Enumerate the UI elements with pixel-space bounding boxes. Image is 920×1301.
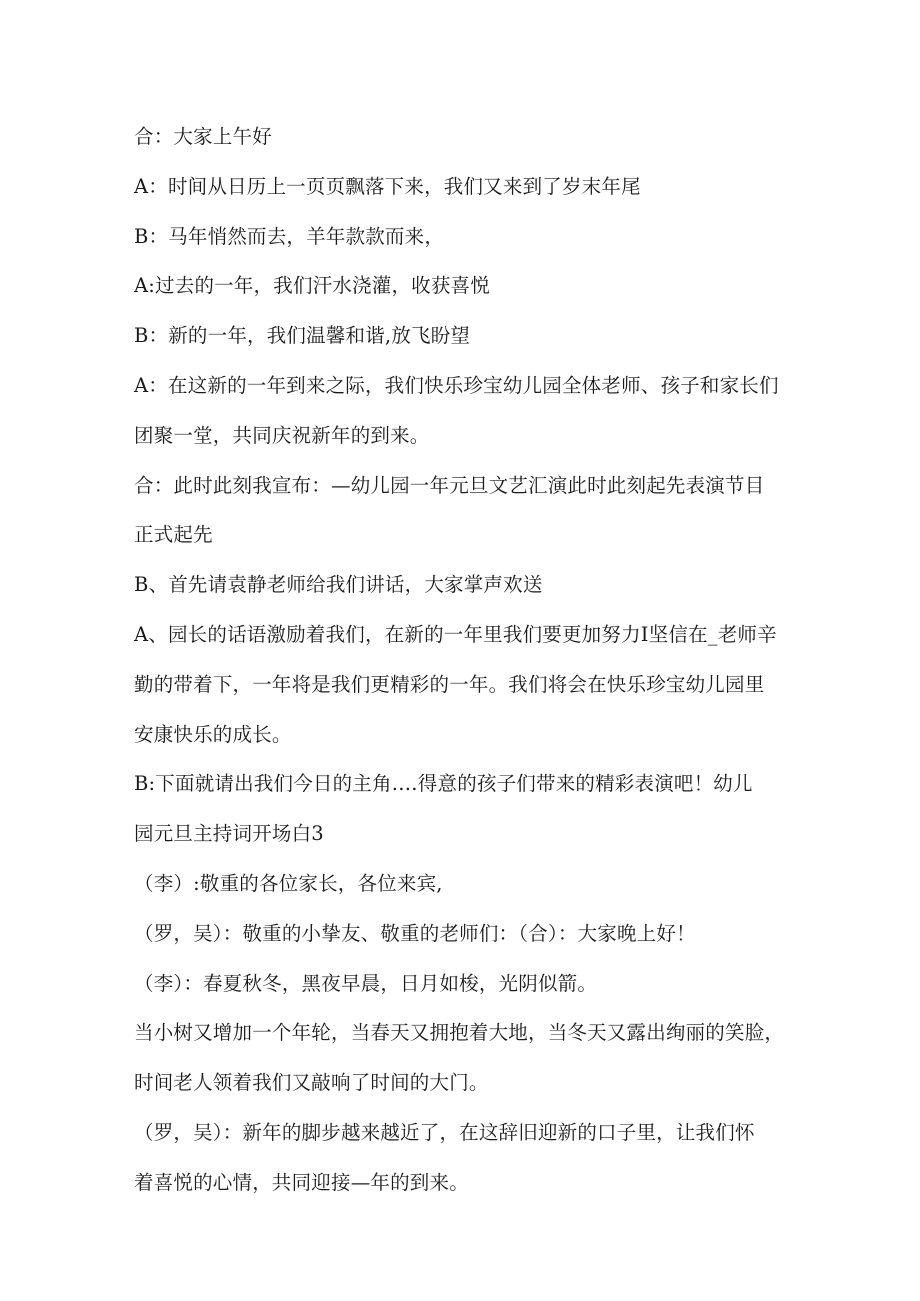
text-line: A：时间从日历上一页页飘落下来，我们又来到了岁末年尾 <box>134 174 641 198</box>
text-line: 着喜悦的心情，共同迎接—年的到来。 <box>134 1170 469 1194</box>
text-line: 园元旦主持词开场白3 <box>134 822 324 846</box>
text-line: A:过去的一年，我们汗水浇灌，收获喜悦 <box>134 274 490 298</box>
text-line: （罗，吴）：新年的脚步越来越近了，在这辞旧迎新的口子里，让我们怀 <box>134 1120 755 1144</box>
text-line: 合：此时此刻我宣布：—幼儿园一年元旦文艺汇演此时此刻起先表演节目 <box>134 473 765 497</box>
text-line: A、园长的话语激励着我们，在新的一年里我们要更加努力I坚信在_老师辛 <box>134 622 777 646</box>
text-line: （罗，吴）：敬重的小挚友、敬重的老师们：（合）：大家晚上好！ <box>134 921 696 945</box>
text-line: B、首先请袁静老师给我们讲话，大家掌声欢送 <box>134 573 543 597</box>
text-line: B：新的一年，我们温馨和谐,放飞盼望 <box>134 324 471 348</box>
text-line: B:下面就请出我们今日的主角.…得意的孩子们带来的精彩表演吧！幼儿 <box>134 772 753 796</box>
text-line: B：马年悄然而去，羊年款款而来， <box>134 224 445 248</box>
text-line: A：在这新的一年到来之际，我们快乐珍宝幼儿园全体老师、孩子和家长们 <box>134 373 779 397</box>
text-line: 时间老人领着我们又敲响了时间的大门。 <box>134 1071 489 1095</box>
text-line: 合：大家上午好 <box>134 125 272 148</box>
text-line: （李）:敬重的各位家长，各位来宾, <box>134 871 443 895</box>
text-line: 勤的带着下，一年将是我们更精彩的一年。我们将会在快乐珍宝幼儿园里 <box>134 672 765 696</box>
text-line: 正式起先 <box>134 523 213 547</box>
text-line: （李）：春夏秋冬，黑夜早晨，日月如梭，光阴似箭。 <box>134 971 598 995</box>
text-line: 当小树又增加一个年轮，当春天又拥抱着大地，当冬天又露出绚丽的笑脸， <box>134 1021 785 1045</box>
text-line: 安康快乐的成长。 <box>134 722 292 746</box>
text-line: 团聚一堂，共同庆祝新年的到来。 <box>134 423 430 447</box>
document-body <box>134 112 794 1208</box>
